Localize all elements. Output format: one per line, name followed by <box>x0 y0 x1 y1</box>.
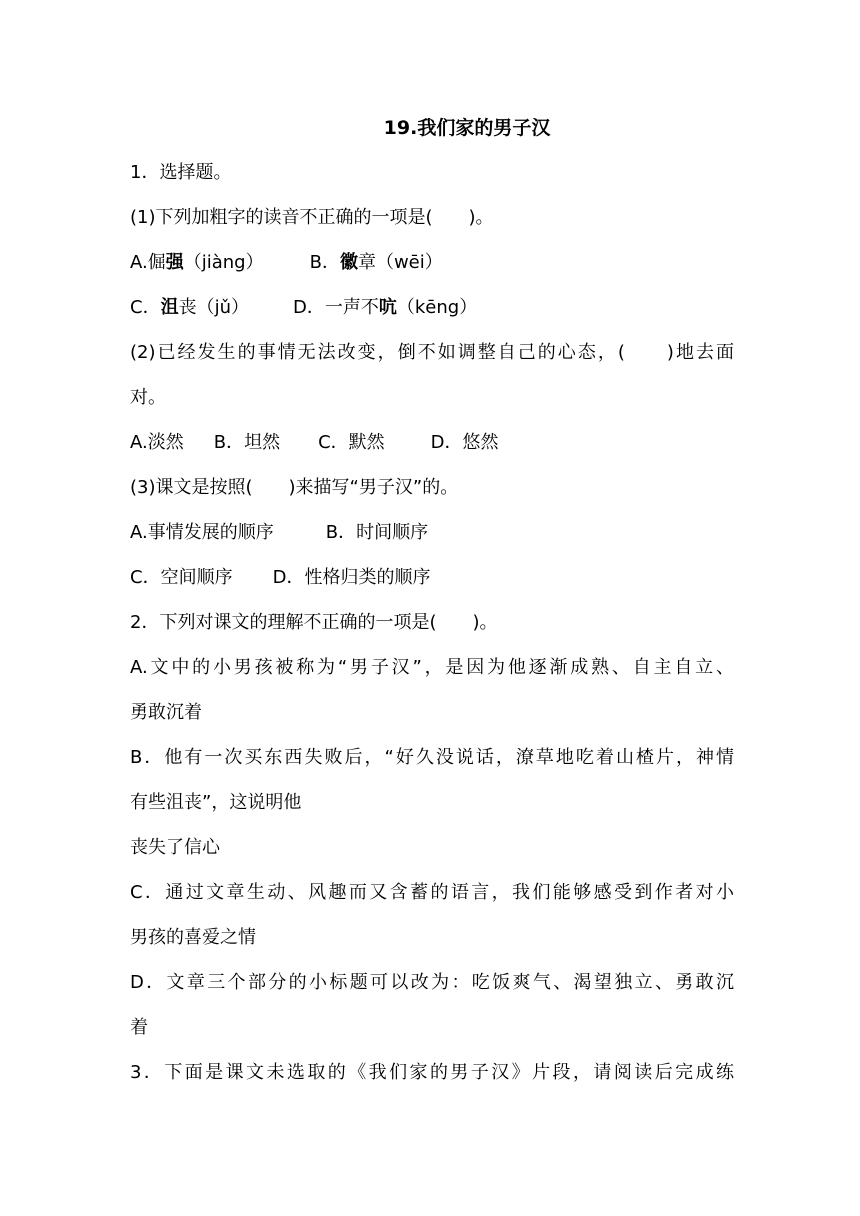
option-d-label: D．一声不 <box>293 297 379 318</box>
option-c-label: C． <box>130 297 161 318</box>
question-2-stem: 2．下列对课文的理解不正确的一项是( )。 <box>130 612 498 633</box>
question-1-1-options-ab <box>130 248 734 278</box>
option-a-bold-char: 强 <box>165 252 184 273</box>
question-2-option-b-line-1: B．他有一次买东西失败后，“好久没说话，潦草地吃着山楂片，神情 <box>130 747 734 768</box>
option-c: C．默然 <box>318 432 385 453</box>
question-2-option-b-line-2: 有些沮丧”，这说明他 <box>130 792 302 813</box>
option-a: A.淡然 <box>130 432 184 453</box>
question-1-1-options-cd <box>130 293 734 323</box>
question-1-3-options-cd <box>130 563 734 593</box>
question-2-option-c-line-2: 男孩的喜爱之情 <box>130 927 256 948</box>
question-1-2-stem-line-1: (2)已经发生的事情无法改变，倒不如调整自己的心态，( )地去面 <box>130 342 734 363</box>
option-a-label: A.倔 <box>130 252 166 273</box>
question-2-option-b-line-3: 丧失了信心 <box>130 837 220 858</box>
question-1-2-stem-line-2: 对。 <box>130 387 166 408</box>
document-title: 19.我们家的男子汉 <box>383 117 551 139</box>
option-b-bold-char: 徽 <box>339 252 358 273</box>
option-b: B．坦然 <box>213 432 281 453</box>
option-b-label: B． <box>309 252 340 273</box>
option-d: D．性格归类的顺序 <box>272 567 431 588</box>
option-a-pinyin: （jiàng） <box>183 252 264 273</box>
question-1-1-stem: (1)下列加粗字的读音不正确的一项是( )。 <box>130 207 494 228</box>
option-c-bold-char: 沮 <box>160 297 179 318</box>
question-2-option-d-line-1: D．文章三个部分的小标题可以改为：吃饭爽气、渴望独立、勇敢沉 <box>130 972 734 993</box>
question-1-heading: 1．选择题。 <box>130 162 232 183</box>
question-2-option-a-line-1: A.文中的小男孩被称为“男子汉”，是因为他逐渐成熟、自主自立、 <box>130 657 734 678</box>
question-2-option-d-line-2: 着 <box>130 1017 148 1038</box>
option-d-pinyin: （kēng） <box>396 297 478 318</box>
option-b-rest: 章（wēi） <box>357 252 443 273</box>
question-1-3-stem: (3)课文是按照( )来描写“男子汉”的。 <box>130 477 459 498</box>
option-c-rest: 丧（jǔ） <box>178 297 249 318</box>
option-b: B．时间顺序 <box>325 522 429 543</box>
option-d-bold-char: 吭 <box>378 297 397 318</box>
question-2-option-c-line-1: C．通过文章生动、风趣而又含蓄的语言，我们能够感受到作者对小 <box>130 882 734 903</box>
question-2-option-a-line-2: 勇敢沉着 <box>130 702 202 723</box>
option-a: A.事情发展的顺序 <box>130 522 274 543</box>
option-d: D．悠然 <box>430 432 499 453</box>
question-3-stem-line-1: 3．下面是课文未选取的《我们家的男子汉》片段，请阅读后完成练 <box>130 1062 734 1083</box>
option-c: C．空间顺序 <box>130 567 233 588</box>
question-1-3-options-ab <box>130 518 734 548</box>
question-1-2-options <box>130 428 734 458</box>
